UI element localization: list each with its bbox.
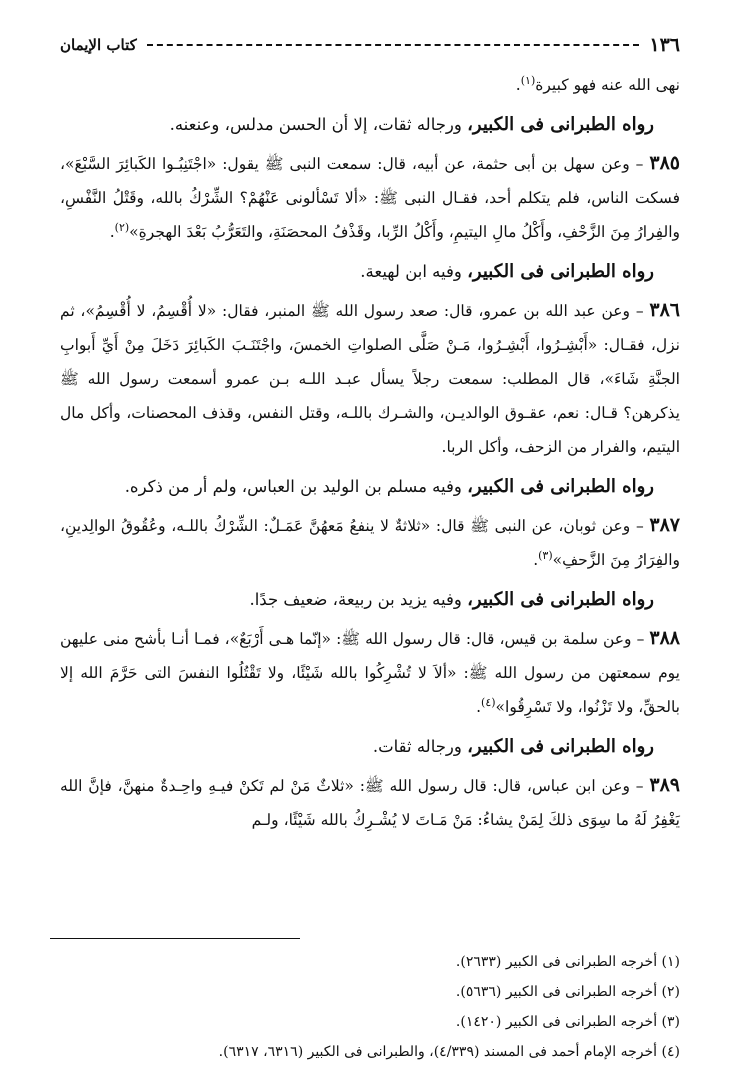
footnote-rule bbox=[50, 938, 300, 939]
paragraph-text: – وعن سهل بن أبى حثمة، عن أبيه، قال: سمعت النبى ﷺ يقول: «اجْتَنِبُـوا الكَبائِرَ السَّبْعَ»، فسكت الناس، فلم يتكلم أحد، فقـال النبى ﷺ: «ألا تَسْألونى عَنْهُمْ؟ الشِّرْكُ بالله، وقَتْلُ النَّفْسِ، والفِرارُ مِنَ الزَّحْفِ، وأَكْلُ مالِ اليتيمِ، وأَكْلُ الرِّبا، وقَذْفُ المحصَنَةِ، والتَعَرُّبُ بَعْدَ الهجرةِ» bbox=[60, 155, 680, 241]
hadith-paragraph bbox=[60, 293, 680, 464]
hadith-number: ٣٨٦ bbox=[649, 299, 680, 321]
source-bold: رواه الطبرانى فى الكبير، bbox=[467, 476, 654, 497]
source-rest: وفيه يزيد بن ربيعة، ضعيف جدًا. bbox=[249, 590, 468, 609]
source-bold: رواه الطبرانى فى الكبير، bbox=[467, 114, 654, 135]
source-line bbox=[60, 470, 680, 504]
hadith-paragraph bbox=[60, 768, 680, 837]
hadith-paragraph bbox=[60, 621, 680, 724]
footnote: (٢) أخرجه الطبرانى فى الكبير (٥٦٣٦). bbox=[455, 984, 680, 1000]
running-head bbox=[60, 30, 680, 60]
footnotes bbox=[60, 938, 680, 1067]
paragraph-tail: . bbox=[533, 551, 539, 569]
source-rest: ورجاله ثقات، إلا أن الحسن مدلس، وعنعنه. bbox=[169, 115, 468, 134]
source-rest: ورجاله ثقات. bbox=[372, 737, 468, 756]
footnote: (٤) أخرجه الإمام أحمد فى المسند (٤/٣٣٩)، والطبرانى فى الكبير (٦٣١٦، ٦٣١٧). bbox=[218, 1044, 680, 1060]
header-dashed-rule bbox=[147, 44, 640, 46]
hadith-number: ٣٨٧ bbox=[649, 514, 680, 536]
paragraph-text: – وعن ابن عباس، قال: قال رسول الله ﷺ: «ثلاثٌ مَنْ لم تَكنْ فيـهِ واحِـدةٌ منهنَّ، فإنَّ الله يَغْفِرُ لَهُ ما سِوَى ذلكَ لِمَنْ يشاءُ: مَنْ مَـاتَ لا يُشْـرِكُ بالله شَيْئًا، ولـم bbox=[60, 777, 680, 829]
source-bold: رواه الطبرانى فى الكبير، bbox=[467, 589, 654, 610]
paragraph-tail: . bbox=[476, 698, 482, 716]
paragraph-text: – وعن سلمة بن قيس، قال: قال رسول الله ﷺ: «إنّما هـى أَرْبَعٌ»، فمـا أنـا بأشح منى عليهن يوم سمعتهن من رسول الله ﷺ: «ألاَ لا تُشْرِكُوا بالله شَيْئًا، ولا تَقْتُلُوا النفسَ التى حَرَّمَ الله إلا بالحقِّ، ولا تَزْنُوا، ولا تَسْرِقُوا» bbox=[60, 630, 680, 716]
source-bold: رواه الطبرانى فى الكبير، bbox=[467, 261, 654, 282]
footnote-ref: (٤) bbox=[481, 695, 496, 709]
footnote: (١) أخرجه الطبرانى فى الكبير (٢٦٣٣). bbox=[455, 954, 680, 970]
footnote-ref: (٢) bbox=[114, 220, 130, 234]
source-line bbox=[60, 108, 680, 142]
paragraph-text: – وعن ثوبان، عن النبى ﷺ قال: «ثلاثةٌ لا ينفعُ مَعهُنَّ عَمَـلٌ: الشِّرْكُ باللـه، وعُقُوقُ الوالِدينِ، والفِرَارُ مِنَ الزَّحفِ» bbox=[60, 517, 680, 569]
paragraph-text: نهى الله عنه فهو كبيرة bbox=[535, 76, 680, 94]
chapter-title: كتاب الإيمان bbox=[60, 36, 137, 54]
page-number: ١٣٦ bbox=[649, 34, 680, 56]
book-page bbox=[60, 30, 680, 1070]
hadith-number: ٣٨٥ bbox=[649, 152, 680, 174]
footnote-ref: (٣) bbox=[538, 548, 553, 562]
source-line bbox=[60, 583, 680, 617]
source-line bbox=[60, 730, 680, 764]
paragraph-continuation bbox=[60, 68, 680, 102]
hadith-paragraph bbox=[60, 146, 680, 249]
hadith-paragraph bbox=[60, 508, 680, 577]
paragraph-text: – وعن عبد الله بن عمرو، قال: صعد رسول الله ﷺ المنبر، فقال: «لا أُقْسِمُ، لا أُقْسِمُ»، ثم نزل، فقـال: «أَبْشِـرُوا، أَبْشِـرُوا، مَـنْ صَلَّى الصلواتِ الخمسَ، واجْتَنَـبَ الكَبائِرَ دَخَلَ مِنْ أَيِّ أَبوابِ الجنَّةِ شَاءَ»، قال المطلب: سمعت رجلاً يسأل عبـد اللـه بـن عمرو أسمعت رسول الله ﷺ يذكرهن؟ قـال: نعم، عقـوق الوالديـن، والشـرك باللـه، وقتل النفس، وقذف المحصنات، وأكل مال اليتيم، والفرار من الزحف، وأكل الربا. bbox=[60, 302, 680, 456]
footnote: (٣) أخرجه الطبرانى فى الكبير (١٤٢٠). bbox=[455, 1014, 680, 1030]
hadith-number: ٣٨٨ bbox=[649, 627, 680, 649]
source-rest: وفيه مسلم بن الوليد بن العباس، ولم أر من ذكره. bbox=[124, 477, 468, 496]
footnote-ref: (١) bbox=[520, 73, 536, 87]
source-rest: وفيه ابن لهيعة. bbox=[360, 262, 468, 281]
paragraph-tail: . bbox=[515, 76, 521, 94]
source-bold: رواه الطبرانى فى الكبير، bbox=[467, 736, 654, 757]
paragraph-tail: . bbox=[109, 223, 115, 241]
body-text bbox=[60, 68, 680, 837]
hadith-number: ٣٨٩ bbox=[649, 774, 680, 796]
source-line bbox=[60, 255, 680, 289]
footnote-list bbox=[60, 947, 680, 1067]
